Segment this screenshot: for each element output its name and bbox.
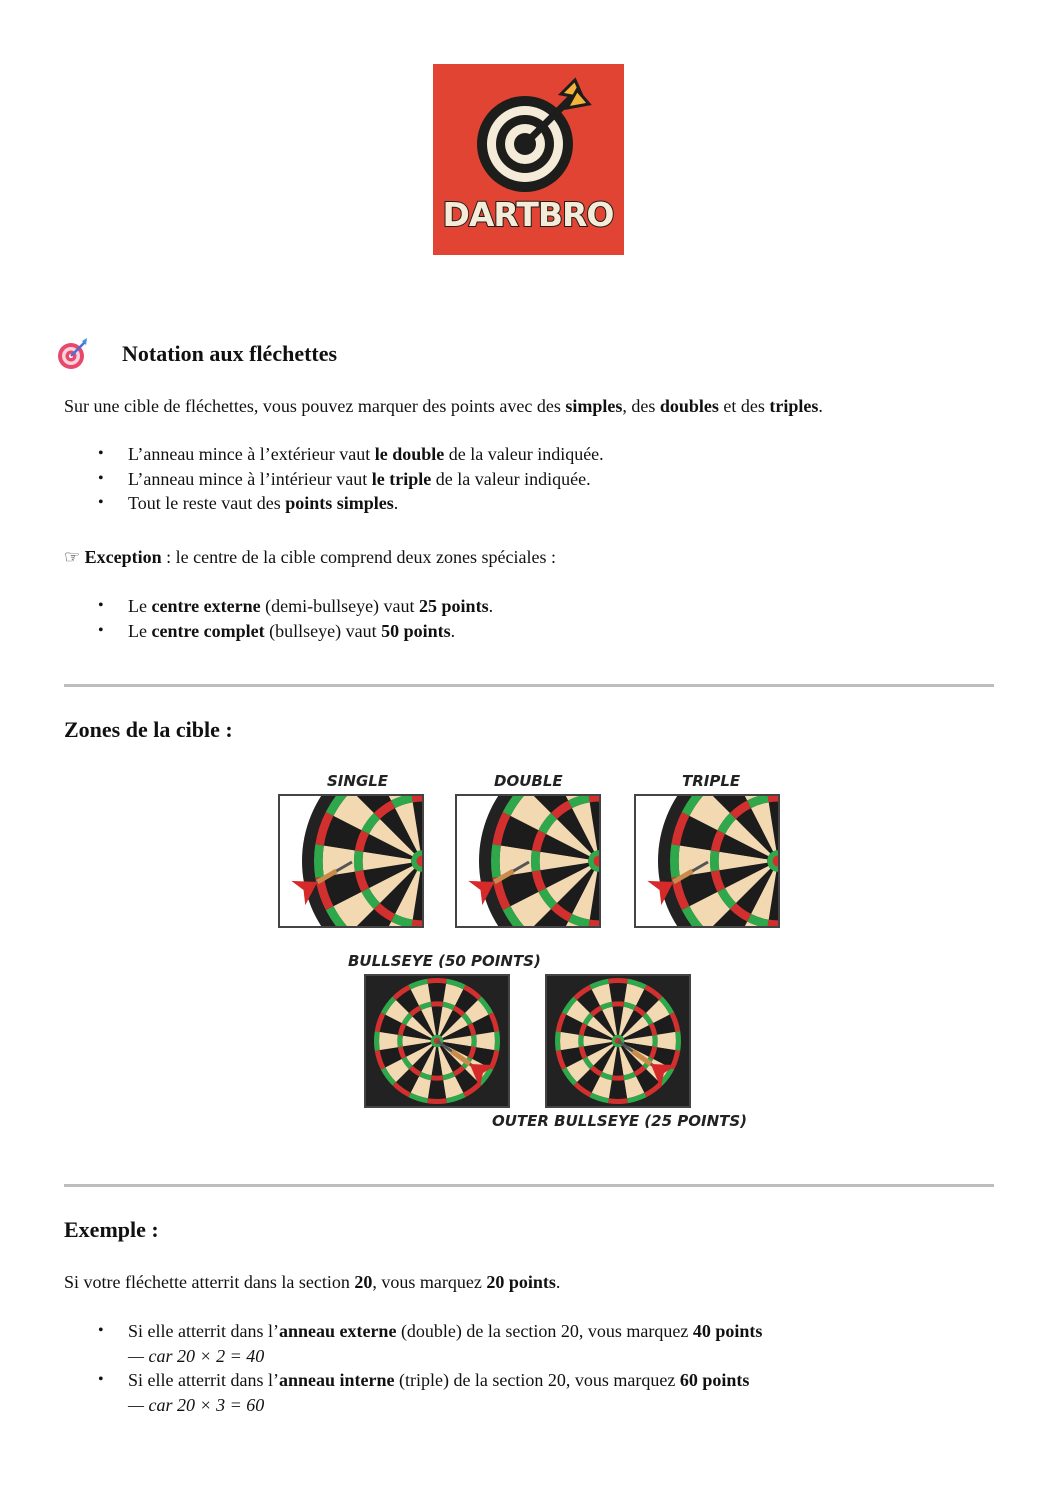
bullseye-list xyxy=(64,594,493,643)
dartboard-edge-graphic xyxy=(457,796,599,926)
double-label: DOUBLE xyxy=(494,772,563,790)
example-list xyxy=(64,1319,762,1417)
dart-target-icon xyxy=(56,337,90,371)
rules-list xyxy=(64,442,604,516)
list-item: • Si elle atterrit dans l’anneau interne (triple) de la section 20, vous marquez 60 points — car 20 × 3 = 60 xyxy=(128,1368,762,1417)
outer-bullseye-board-image xyxy=(545,974,691,1108)
list-item: • Tout le reste vaut des points simples. xyxy=(128,491,604,516)
section-heading xyxy=(56,336,337,372)
bullseye-board-image xyxy=(364,974,510,1108)
calculation: — car 20 × 3 = 60 xyxy=(128,1394,265,1415)
dartboard-zones-figure xyxy=(270,768,790,1138)
dartboard-edge-graphic xyxy=(280,796,422,926)
divider xyxy=(64,1184,994,1187)
single-board-image xyxy=(278,794,424,928)
example-heading: Exemple : xyxy=(64,1217,159,1242)
divider xyxy=(64,684,994,687)
double-board-image xyxy=(455,794,601,928)
dartboard-full-graphic xyxy=(366,976,508,1106)
zones-heading: Zones de la cible : xyxy=(64,717,233,742)
dartbro-logo-graphic xyxy=(433,64,624,255)
logo-text: DARTBRO xyxy=(442,195,614,234)
example-paragraph: Si votre fléchette atterrit dans la section 20, vous marquez 20 points. xyxy=(64,1272,561,1292)
single-label: SINGLE xyxy=(327,772,389,790)
dartboard-full-graphic xyxy=(547,976,689,1106)
list-item: • Le centre externe (demi-bullseye) vaut 25 points. xyxy=(128,594,493,619)
triple-label: TRIPLE xyxy=(682,772,741,790)
dartbro-logo xyxy=(433,64,624,255)
calculation: — car 20 × 2 = 40 xyxy=(128,1345,265,1366)
pointing-hand-icon: ☞ xyxy=(64,547,81,567)
exception-paragraph: ☞ Exception : le centre de la cible comprend deux zones spéciales : xyxy=(64,547,556,567)
dartboard-edge-graphic xyxy=(636,796,778,926)
list-item: • Si elle atterrit dans l’anneau externe (double) de la section 20, vous marquez 40 points — car 20 × 2 = 40 xyxy=(128,1319,762,1368)
list-item: • Le centre complet (bullseye) vaut 50 points. xyxy=(128,619,493,644)
triple-board-image xyxy=(634,794,780,928)
outer-bullseye-label: OUTER BULLSEYE (25 POINTS) xyxy=(492,1112,748,1130)
bullseye-label: BULLSEYE (50 POINTS) xyxy=(348,952,541,970)
list-item: • L’anneau mince à l’intérieur vaut le triple de la valeur indiquée. xyxy=(128,467,604,492)
intro-paragraph: Sur une cible de fléchettes, vous pouvez marquer des points avec des simples, des doubles et des triples. xyxy=(64,396,823,416)
list-item: • L’anneau mince à l’extérieur vaut le double de la valeur indiquée. xyxy=(128,442,604,467)
page-title: Notation aux fléchettes xyxy=(122,341,338,366)
